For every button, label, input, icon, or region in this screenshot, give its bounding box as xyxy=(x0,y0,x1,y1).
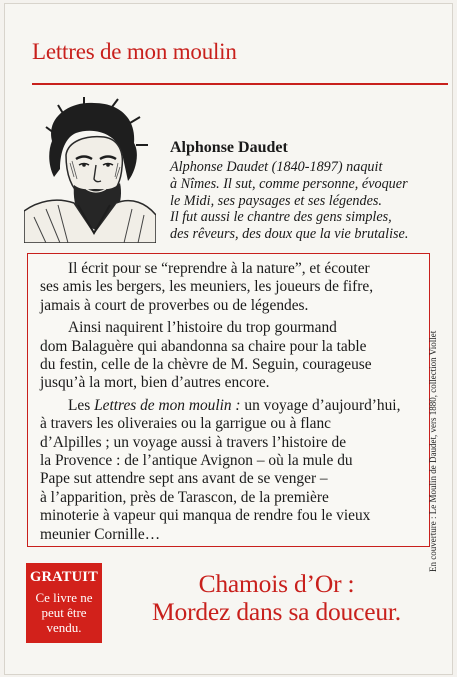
author-bio xyxy=(170,159,440,243)
summary-line: du festin, celle de la chèvre de M. Seguin, courageuse xyxy=(40,356,372,374)
author-name: Alphonse Daudet xyxy=(170,139,288,156)
summary-line: d’Alpilles ; un voyage aussi à travers l’histoire de xyxy=(40,433,347,451)
summary-line: meunier Cornille… xyxy=(40,525,161,543)
summary-line: Il écrit pour se “reprendre à la nature”, et écouter xyxy=(68,260,370,277)
bio-line: à Nîmes. Il sut, comme personne, évoquer xyxy=(170,175,408,192)
summary-line: ses amis les bergers, les meuniers, les joueurs de fifre, xyxy=(40,278,374,296)
summary-paragraph xyxy=(40,397,425,544)
summary-line: Pape sut attendre sept ans avant de se venger – xyxy=(40,470,328,488)
promo-line: Mordez dans sa douceur. xyxy=(152,597,401,626)
summary-line: dom Balaguère qui abandonna sa chaire pour la table xyxy=(40,337,367,355)
summary-book-title: Lettres de mon moulin : xyxy=(94,396,241,414)
bio-line: le Midi, ses paysages et ses légendes. xyxy=(170,192,382,209)
summary-line xyxy=(40,397,425,415)
free-badge xyxy=(26,563,102,643)
book-title: Lettres de mon moulin xyxy=(32,39,237,64)
bio-line: Il fut aussi le chantre des gens simples, xyxy=(170,209,392,226)
summary-text xyxy=(40,260,425,548)
badge-line: Ce livre ne xyxy=(35,590,93,605)
summary-line: jamais à court de proverbes ou de légendes. xyxy=(40,296,309,314)
author-portrait xyxy=(24,93,156,243)
summary-suffix: un voyage d’aujourd’hui, xyxy=(240,396,401,414)
badge-title: GRATUIT xyxy=(29,569,98,585)
promo-line: Chamois d’Or : xyxy=(198,569,355,598)
summary-line: jusqu’à la mort, bien d’autres encore. xyxy=(40,374,270,392)
summary-line: à travers les oliveraies ou la garrigue ou à flanc xyxy=(40,415,332,433)
summary-line: la Provence : de l’antique Avignon – où la mule du xyxy=(40,452,353,470)
cover-credit: En couverture : Le Moulin de Daudet, vers 1880, collection Viollet xyxy=(428,330,438,572)
bio-line: Alphonse Daudet (1840-1897) naquit xyxy=(170,159,383,175)
summary-line: à l’apparition, près de Tarascon, de la première xyxy=(40,488,329,506)
summary-paragraph xyxy=(40,260,425,315)
badge-line: peut être xyxy=(41,605,87,620)
summary-line: Ainsi naquirent l’histoire du trop gourmand xyxy=(68,319,337,337)
bio-line: des rêveurs, des doux que la vie brutalise. xyxy=(170,226,409,243)
summary-prefix: Les xyxy=(68,396,95,414)
title-divider xyxy=(32,83,448,85)
promo-slogan xyxy=(104,570,449,626)
badge-line: vendu. xyxy=(46,620,82,635)
summary-paragraph xyxy=(40,319,425,393)
summary-line: minoterie à vapeur qui manqua de rendre fou le vieux xyxy=(40,507,371,525)
